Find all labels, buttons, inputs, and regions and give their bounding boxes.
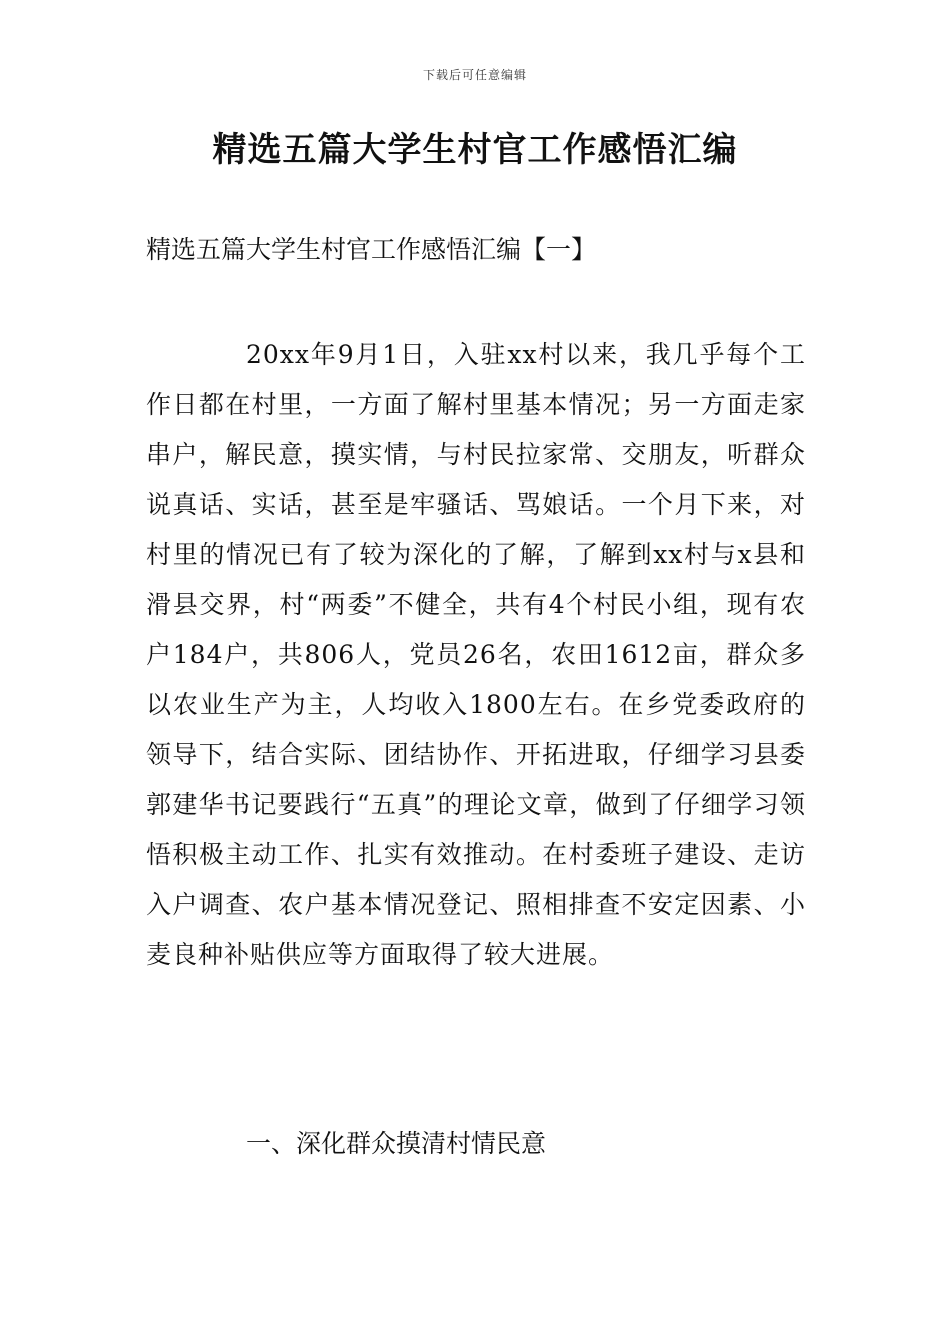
sub-heading: 一、深化群众摸清村情民意 (246, 1129, 547, 1158)
document-title: 精选五篇大学生村官工作感悟汇编 (212, 130, 738, 170)
body-paragraph: 20xx年9月1日，入驻xx村以来，我几乎每个工作日都在村里，一方面了解村里基本情况；另一方面走家串户，解民意，摸实情，与村民拉家常、交朋友，听群众说真话、实话，甚至是牢骚话、骂娘话。一个月下来，对村里的情况已有了较为深化的了解，了解到xx村与x县和滑县交界，村“两委”不健全，共有4个村民小组，现有农户184户，共806人，党员26名，农田1612亩，群众多以农业生产为主，人均收入1800左右。在乡党委政府的领导下，结合实际、团结协作、开拓进取，仔细学习县委郭建华书记要践行“五真”的理论文章，做到了仔细学习领悟积极主动工作、扎实有效推动。在村委班子建设、走访入户调查、农户基本情况登记、照相排查不安定因素、小麦良种补贴供应等方面取得了较大进展。 (146, 340, 806, 969)
header-note: 下载后可任意编辑 (422, 68, 527, 82)
section-title: 精选五篇大学生村官工作感悟汇编【一】 (146, 235, 597, 264)
